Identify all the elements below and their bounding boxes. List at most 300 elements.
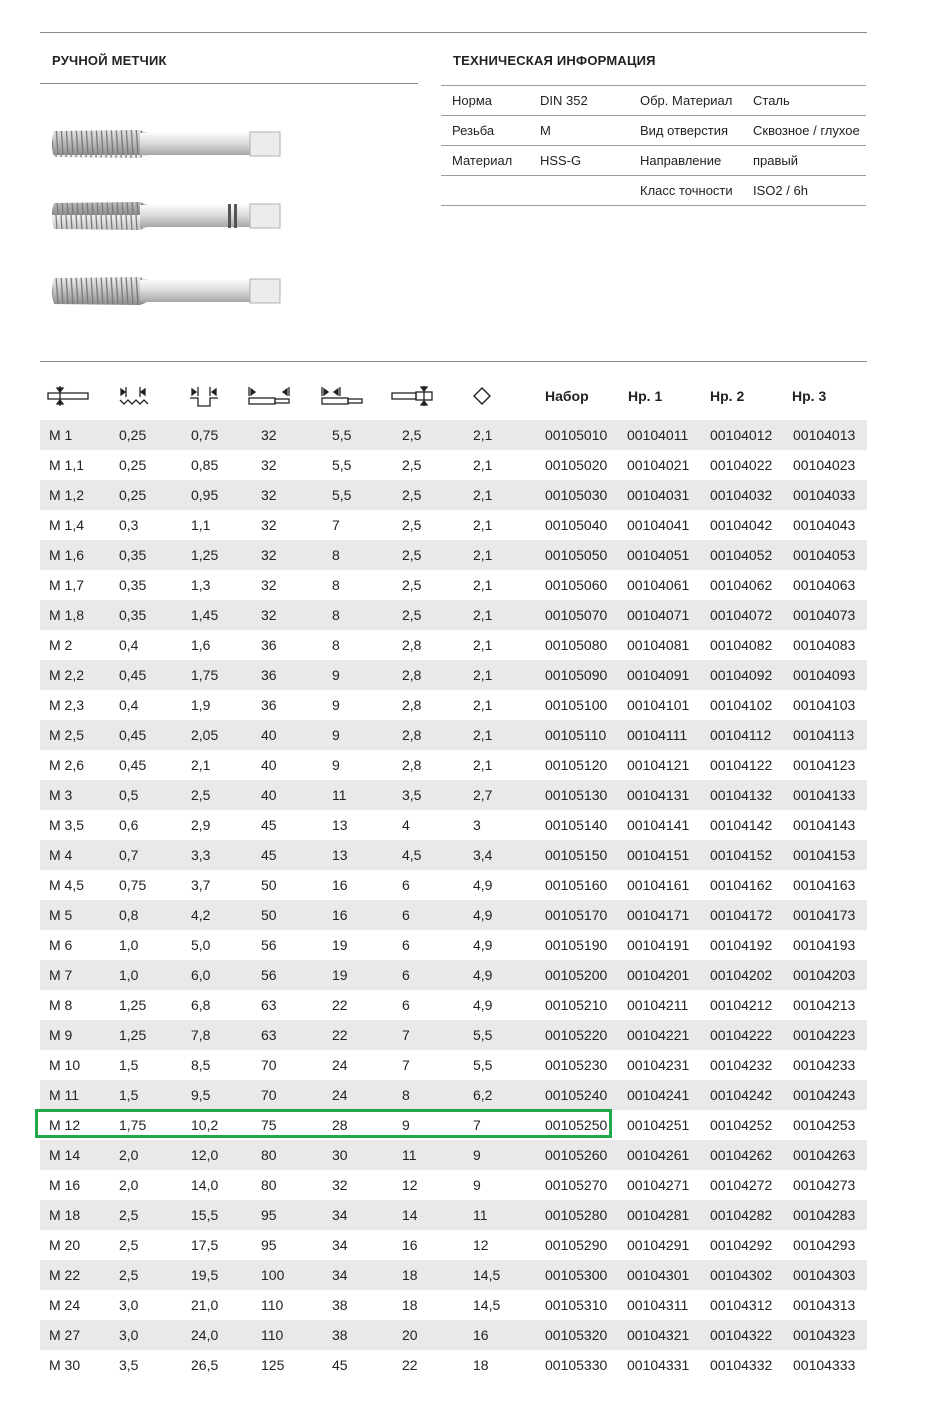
cell-shank: 8: [402, 1087, 410, 1103]
cell-shank: 6: [402, 937, 410, 953]
cell-no2-number: 00104212: [710, 997, 773, 1013]
cell-no2-number: 00104062: [710, 577, 773, 593]
cell-size: M 3: [49, 787, 73, 803]
cell-no2-number: 00104132: [710, 787, 773, 803]
cell-thread-length: 8: [332, 547, 340, 563]
cell-no3-number: 00104163: [793, 877, 856, 893]
cell-no2-number: 00104222: [710, 1027, 773, 1043]
cell-drill: 17,5: [191, 1237, 219, 1253]
cell-total-length: 45: [261, 847, 277, 863]
cell-no2-number: 00104302: [710, 1267, 773, 1283]
table-row: [40, 1320, 867, 1350]
table-row: [40, 750, 867, 780]
tech-label: Норма: [441, 86, 540, 116]
cell-square: 2,1: [473, 757, 493, 773]
cell-set-number: 00105150: [545, 847, 608, 863]
cell-size: M 1: [49, 427, 73, 443]
cell-set-number: 00105010: [545, 427, 608, 443]
tech-value: ISO2 / 6h: [753, 176, 866, 206]
cell-drill: 10,2: [191, 1117, 219, 1133]
cell-thread-length: 38: [332, 1327, 348, 1343]
cell-set-number: 00105090: [545, 667, 608, 683]
cell-pitch: 0,45: [119, 667, 147, 683]
left-title-rule: [40, 83, 418, 84]
sizes-table: [40, 378, 867, 1380]
cell-thread-length: 13: [332, 847, 348, 863]
table-row: [40, 1260, 867, 1290]
cell-set-number: 00105110: [545, 727, 607, 743]
cell-no2-number: 00104142: [710, 817, 773, 833]
cell-no2-number: 00104312: [710, 1297, 773, 1313]
table-row: [40, 1290, 867, 1320]
cell-square: 2,1: [473, 427, 493, 443]
cell-drill: 1,3: [191, 577, 211, 593]
cell-drill: 6,8: [191, 997, 211, 1013]
cell-total-length: 63: [261, 997, 277, 1013]
cell-square: 4,9: [473, 997, 493, 1013]
table-row: [40, 810, 867, 840]
cell-size: M 1,6: [49, 547, 85, 563]
cell-size: M 30: [49, 1357, 81, 1373]
cell-thread-length: 5,5: [332, 427, 352, 443]
table-row: [40, 660, 867, 690]
cell-pitch: 0,75: [119, 877, 147, 893]
cell-set-number: 00105200: [545, 967, 608, 983]
cell-no3-number: 00104253: [793, 1117, 856, 1133]
cell-no3-number: 00104093: [793, 667, 856, 683]
tap-3-icon: [52, 277, 280, 305]
cell-no1-number: 00104221: [627, 1027, 690, 1043]
cell-no3-number: 00104153: [793, 847, 856, 863]
cell-thread-length: 9: [332, 667, 340, 683]
cell-no1-number: 00104051: [627, 547, 690, 563]
table-header: [40, 378, 867, 414]
cell-size: M 1,2: [49, 487, 85, 503]
cell-no1-number: 00104311: [627, 1297, 689, 1313]
cell-set-number: 00105220: [545, 1027, 608, 1043]
cell-no1-number: 00104021: [627, 457, 690, 473]
cell-shank: 2,5: [402, 457, 422, 473]
cell-thread-length: 9: [332, 697, 340, 713]
table-body: [40, 420, 867, 1380]
shank-diameter-icon: [390, 378, 434, 414]
cell-no2-number: 00104252: [710, 1117, 773, 1133]
cell-set-number: 00105330: [545, 1357, 608, 1373]
cell-total-length: 110: [261, 1327, 284, 1343]
tech-value: правый: [753, 146, 866, 176]
cell-pitch: 3,5: [119, 1357, 139, 1373]
cell-no3-number: 00104103: [793, 697, 856, 713]
cell-square: 2,1: [473, 637, 493, 653]
tech-row: [441, 116, 866, 146]
cell-total-length: 95: [261, 1207, 277, 1223]
cell-no2-number: 00104122: [710, 757, 773, 773]
cell-set-number: 00105100: [545, 697, 608, 713]
cell-thread-length: 8: [332, 607, 340, 623]
tech-value: Сквозное / глухое: [753, 116, 866, 146]
cell-thread-length: 22: [332, 1027, 348, 1043]
cell-size: M 2: [49, 637, 73, 653]
cell-shank: 9: [402, 1117, 410, 1133]
cell-pitch: 3,0: [119, 1297, 139, 1313]
cell-drill: 0,75: [191, 427, 219, 443]
cell-square: 2,1: [473, 547, 493, 563]
tech-row: [441, 176, 866, 206]
cell-drill: 24,0: [191, 1327, 219, 1343]
cell-drill: 1,1: [191, 517, 211, 533]
cell-size: M 9: [49, 1027, 73, 1043]
cell-size: M 2,2: [49, 667, 85, 683]
cell-size: M 6: [49, 937, 73, 953]
cell-thread-length: 34: [332, 1207, 348, 1223]
cell-size: M 24: [49, 1297, 81, 1313]
cell-pitch: 0,45: [119, 727, 147, 743]
cell-no1-number: 00104291: [627, 1237, 690, 1253]
no2-column-header: Нр. 2: [710, 388, 745, 404]
cell-total-length: 32: [261, 577, 277, 593]
cell-no3-number: 00104203: [793, 967, 856, 983]
table-row: [40, 870, 867, 900]
cell-set-number: 00105120: [545, 757, 608, 773]
cell-square: 14,5: [473, 1297, 501, 1313]
cell-shank: 7: [402, 1057, 410, 1073]
cell-drill: 4,2: [191, 907, 211, 923]
cell-no2-number: 00104012: [710, 427, 773, 443]
table-row: [40, 1350, 867, 1380]
cell-square: 5,5: [473, 1057, 493, 1073]
cell-no3-number: 00104073: [793, 607, 856, 623]
cell-thread-length: 32: [332, 1177, 348, 1193]
cell-size: M 4: [49, 847, 73, 863]
cell-no1-number: 00104231: [627, 1057, 690, 1073]
table-row: [40, 570, 867, 600]
cell-square: 14,5: [473, 1267, 501, 1283]
cell-no3-number: 00104223: [793, 1027, 856, 1043]
cell-no2-number: 00104242: [710, 1087, 773, 1103]
cell-pitch: 1,75: [119, 1117, 147, 1133]
cell-no1-number: 00104281: [627, 1207, 690, 1223]
cell-thread-length: 8: [332, 577, 340, 593]
cell-size: M 2,3: [49, 697, 85, 713]
cell-pitch: 0,35: [119, 607, 147, 623]
cell-pitch: 1,0: [119, 937, 139, 953]
cell-no2-number: 00104102: [710, 697, 773, 713]
cell-no2-number: 00104072: [710, 607, 773, 623]
cell-shank: 22: [402, 1357, 418, 1373]
table-row: [40, 1140, 867, 1170]
cell-square: 4,9: [473, 937, 493, 953]
cell-no1-number: 00104041: [627, 517, 690, 533]
cell-square: 2,7: [473, 787, 493, 803]
table-row: [40, 600, 867, 630]
cell-square: 2,1: [473, 517, 493, 533]
cell-total-length: 36: [261, 637, 277, 653]
cell-shank: 4,5: [402, 847, 422, 863]
cell-size: M 12: [49, 1117, 81, 1133]
table-row: [40, 930, 867, 960]
total-length-icon: [247, 378, 291, 414]
cell-no3-number: 00104293: [793, 1237, 856, 1253]
cell-no2-number: 00104332: [710, 1357, 773, 1373]
cell-square: 11: [473, 1207, 488, 1223]
cell-total-length: 40: [261, 727, 277, 743]
thread-pitch-icon: [118, 378, 152, 414]
cell-size: M 11: [49, 1087, 80, 1103]
cell-shank: 18: [402, 1297, 418, 1313]
tech-info-table: [441, 85, 866, 206]
cell-thread-length: 5,5: [332, 487, 352, 503]
cell-pitch: 2,5: [119, 1267, 139, 1283]
cell-set-number: 00105170: [545, 907, 608, 923]
cell-size: M 10: [49, 1057, 81, 1073]
cell-no1-number: 00104031: [627, 487, 690, 503]
cell-no3-number: 00104083: [793, 637, 856, 653]
top-rule: [40, 32, 867, 33]
cell-no1-number: 00104261: [627, 1147, 690, 1163]
cell-shank: 2,5: [402, 547, 422, 563]
cell-square: 12: [473, 1237, 489, 1253]
cell-shank: 6: [402, 967, 410, 983]
table-row: [40, 1020, 867, 1050]
table-row: [40, 510, 867, 540]
cell-square: 2,1: [473, 487, 493, 503]
thread-length-icon: [320, 378, 364, 414]
cell-size: M 22: [49, 1267, 81, 1283]
tech-value: Сталь: [753, 86, 866, 116]
cell-shank: 2,5: [402, 487, 422, 503]
cell-set-number: 00105040: [545, 517, 608, 533]
cell-no3-number: 00104323: [793, 1327, 856, 1343]
cell-thread-length: 11: [332, 787, 347, 803]
cell-no3-number: 00104133: [793, 787, 856, 803]
cell-no3-number: 00104303: [793, 1267, 856, 1283]
cell-drill: 0,95: [191, 487, 219, 503]
cell-no3-number: 00104283: [793, 1207, 856, 1223]
cell-set-number: 00105230: [545, 1057, 608, 1073]
cell-size: M 4,5: [49, 877, 85, 893]
cell-thread-length: 19: [332, 967, 348, 983]
cell-pitch: 0,6: [119, 817, 139, 833]
cell-drill: 12,0: [191, 1147, 219, 1163]
cell-thread-length: 9: [332, 757, 340, 773]
cell-no1-number: 00104191: [627, 937, 690, 953]
cell-pitch: 2,5: [119, 1237, 139, 1253]
cell-no2-number: 00104052: [710, 547, 773, 563]
cell-shank: 14: [402, 1207, 418, 1223]
cell-no3-number: 00104273: [793, 1177, 856, 1193]
cell-pitch: 0,25: [119, 457, 147, 473]
cell-thread-length: 34: [332, 1267, 348, 1283]
cell-no1-number: 00104171: [627, 907, 690, 923]
cell-no1-number: 00104011: [627, 427, 689, 443]
cell-thread-length: 22: [332, 997, 348, 1013]
product-title: РУЧНОЙ МЕТЧИК: [52, 53, 167, 68]
cell-no1-number: 00104161: [627, 877, 690, 893]
cell-total-length: 40: [261, 757, 277, 773]
cell-pitch: 0,4: [119, 637, 139, 653]
cell-total-length: 56: [261, 937, 277, 953]
cell-pitch: 0,45: [119, 757, 147, 773]
cell-total-length: 36: [261, 697, 277, 713]
cell-thread-length: 5,5: [332, 457, 352, 473]
tech-value: M: [540, 116, 640, 146]
cell-no3-number: 00104243: [793, 1087, 856, 1103]
cell-square: 2,1: [473, 577, 493, 593]
cell-shank: 2,5: [402, 427, 422, 443]
cell-square: 5,5: [473, 1027, 493, 1043]
cell-shank: 2,8: [402, 697, 422, 713]
cell-size: M 18: [49, 1207, 81, 1223]
cell-total-length: 70: [261, 1057, 277, 1073]
cell-no2-number: 00104172: [710, 907, 773, 923]
cell-total-length: 75: [261, 1117, 277, 1133]
cell-no2-number: 00104032: [710, 487, 773, 503]
cell-shank: 2,5: [402, 517, 422, 533]
cell-no2-number: 00104162: [710, 877, 773, 893]
cell-no3-number: 00104123: [793, 757, 856, 773]
cell-pitch: 0,35: [119, 577, 147, 593]
cell-no2-number: 00104272: [710, 1177, 773, 1193]
cell-drill: 7,8: [191, 1027, 211, 1043]
cell-size: M 20: [49, 1237, 81, 1253]
cell-thread-length: 19: [332, 937, 348, 953]
cell-no3-number: 00104143: [793, 817, 856, 833]
table-row: [40, 540, 867, 570]
cell-set-number: 00105240: [545, 1087, 608, 1103]
table-row: [40, 1080, 867, 1110]
cell-thread-length: 28: [332, 1117, 348, 1133]
cell-thread-length: 16: [332, 877, 348, 893]
cell-no1-number: 00104121: [627, 757, 690, 773]
cell-size: M 27: [49, 1327, 81, 1343]
cell-total-length: 80: [261, 1177, 277, 1193]
cell-drill: 3,3: [191, 847, 211, 863]
cell-thread-length: 7: [332, 517, 340, 533]
cell-square: 3,4: [473, 847, 493, 863]
square-size-icon: [472, 378, 492, 414]
cell-no1-number: 00104271: [627, 1177, 690, 1193]
cell-pitch: 3,0: [119, 1327, 139, 1343]
cell-size: M 1,7: [49, 577, 85, 593]
cell-no2-number: 00104322: [710, 1327, 773, 1343]
cell-drill: 2,1: [191, 757, 211, 773]
tech-row: [441, 146, 866, 176]
cell-no1-number: 00104301: [627, 1267, 690, 1283]
cell-drill: 2,05: [191, 727, 219, 743]
cell-thread-length: 38: [332, 1297, 348, 1313]
cell-size: M 2,5: [49, 727, 85, 743]
cell-square: 4,9: [473, 967, 493, 983]
tech-label: Материал: [441, 146, 540, 176]
cell-drill: 9,5: [191, 1087, 211, 1103]
cell-no1-number: 00104071: [627, 607, 690, 623]
cell-drill: 1,75: [191, 667, 219, 683]
cell-no3-number: 00104333: [793, 1357, 856, 1373]
cell-pitch: 2,5: [119, 1207, 139, 1223]
table-row: [40, 900, 867, 930]
cell-square: 2,1: [473, 727, 493, 743]
cell-no2-number: 00104022: [710, 457, 773, 473]
cell-drill: 8,5: [191, 1057, 211, 1073]
cell-no1-number: 00104331: [627, 1357, 690, 1373]
cell-drill: 14,0: [191, 1177, 219, 1193]
tech-value: [540, 176, 640, 206]
table-row: [40, 1110, 867, 1140]
cell-no3-number: 00104063: [793, 577, 856, 593]
cell-shank: 16: [402, 1237, 418, 1253]
cell-size: M 7: [49, 967, 73, 983]
cell-no1-number: 00104251: [627, 1117, 690, 1133]
cell-shank: 2,5: [402, 577, 422, 593]
cell-set-number: 00105070: [545, 607, 608, 623]
cell-no3-number: 00104263: [793, 1147, 856, 1163]
cell-shank: 18: [402, 1267, 418, 1283]
table-row: [40, 1050, 867, 1080]
cell-pitch: 0,3: [119, 517, 139, 533]
cell-shank: 6: [402, 907, 410, 923]
cell-total-length: 32: [261, 457, 277, 473]
cell-total-length: 32: [261, 487, 277, 503]
tech-label: Обр. Материал: [640, 86, 753, 116]
tech-label: Направление: [640, 146, 753, 176]
table-row: [40, 780, 867, 810]
cell-drill: 5,0: [191, 937, 211, 953]
cell-pitch: 0,7: [119, 847, 139, 863]
cell-set-number: 00105210: [545, 997, 608, 1013]
cell-no2-number: 00104202: [710, 967, 773, 983]
cell-total-length: 63: [261, 1027, 277, 1043]
cell-no1-number: 00104111: [627, 727, 688, 743]
cell-square: 16: [473, 1327, 489, 1343]
cell-set-number: 00105060: [545, 577, 608, 593]
cell-total-length: 50: [261, 877, 277, 893]
cell-thread-length: 24: [332, 1057, 348, 1073]
cell-set-number: 00105250: [545, 1117, 608, 1133]
cell-no3-number: 00104113: [793, 727, 855, 743]
table-row: [40, 990, 867, 1020]
cell-set-number: 00105310: [545, 1297, 608, 1313]
cell-size: M 1,8: [49, 607, 85, 623]
cell-square: 9: [473, 1147, 481, 1163]
cell-drill: 1,25: [191, 547, 219, 563]
cell-set-number: 00105260: [545, 1147, 608, 1163]
cell-no3-number: 00104013: [793, 427, 856, 443]
cell-no2-number: 00104042: [710, 517, 773, 533]
cell-drill: 3,7: [191, 877, 211, 893]
cell-pitch: 2,0: [119, 1177, 139, 1193]
cell-no3-number: 00104213: [793, 997, 856, 1013]
cell-thread-length: 16: [332, 907, 348, 923]
tech-label: Класс точности: [640, 176, 753, 206]
table-row: [40, 420, 867, 450]
tap-diameter-icon: [46, 378, 90, 414]
table-row: [40, 1230, 867, 1260]
cell-drill: 21,0: [191, 1297, 219, 1313]
hand-taps-image: [40, 95, 305, 360]
set-column-header: Набор: [545, 388, 589, 404]
cell-drill: 1,9: [191, 697, 211, 713]
cell-total-length: 125: [261, 1357, 285, 1373]
cell-square: 7: [473, 1117, 481, 1133]
cell-no3-number: 00104023: [793, 457, 856, 473]
cell-drill: 1,6: [191, 637, 211, 653]
cell-square: 9: [473, 1177, 481, 1193]
cell-size: M 8: [49, 997, 73, 1013]
cell-no3-number: 00104053: [793, 547, 856, 563]
cell-square: 2,1: [473, 697, 493, 713]
cell-pitch: 0,25: [119, 487, 147, 503]
cell-square: 18: [473, 1357, 489, 1373]
